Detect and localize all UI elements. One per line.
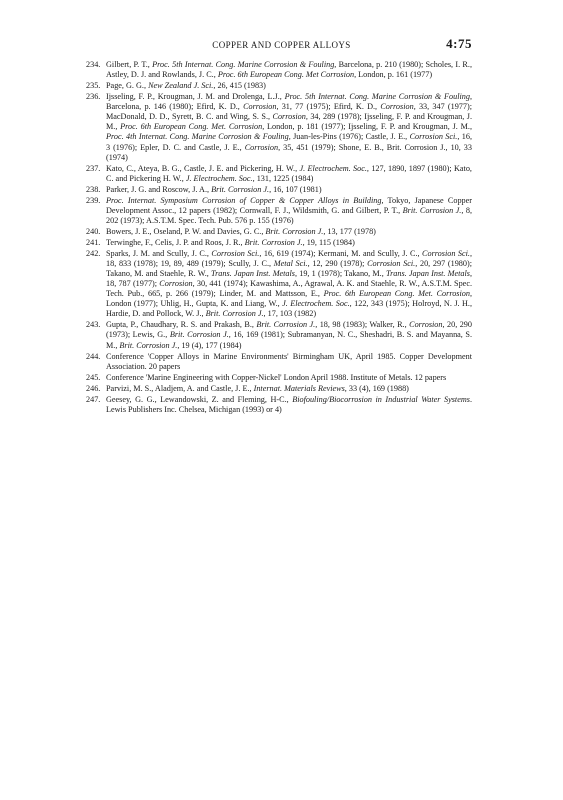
reference-source-title: J. Electrochem. Soc. [299,163,367,173]
reference-text-segment: Bowers, J. E., Oseland, P. W. and Davies, G. C., [106,226,266,236]
reference-item [86,60,472,80]
reference-number: 235. [86,81,101,91]
reference-source-title: Brit. Corrosion J. [256,320,316,330]
reference-text-segment: Terwinghe, F., Celis, J. P. and Roos, J. R., [106,237,245,247]
reference-number: 241. [86,237,101,247]
reference-item [86,196,472,226]
reference-source-title: Corrosion Sci. [422,248,470,258]
reference-source-title: Brit. Corrosion J. [169,330,229,340]
reference-text-segment: , 19 (4), 177 (1984) [177,340,242,350]
reference-text-segment: Conference 'Marine Engineering with Copper-Nickel' London April 1988. Institute of Metals. 12 papers [106,372,447,382]
reference-number: 244. [86,351,101,361]
reference-text-segment: , 12, 290 (1978); [307,258,368,268]
reference-text-segment: , 20, 290 (1973); Lewis, G., [106,320,472,340]
reference-text-segment: , 16, 3 (1976); Epler, D. C. and Castle, J. E., [106,132,473,152]
reference-source-title: Internat. Materials Reviews [253,383,345,393]
reference-text [106,227,376,236]
reference-text-segment: , London, p. 161 (1977) [354,70,433,80]
reference-text-segment: , 31, 77 (1975); Efird, K. D., [276,102,381,112]
reference-item [86,92,472,163]
reference-text-segment: , Juan-les-Pins (1976); Castle, J. E., [288,132,410,142]
reference-text [106,196,472,225]
reference-source-title: Corrosion [243,102,277,112]
reference-source-title: Brit. Corrosion J. [244,237,303,247]
reference-number: 237. [86,163,101,173]
reference-text-segment: , 18, 787 (1977); [106,269,472,289]
reference-source-title: Brit. Corrosion J. [205,309,264,319]
reference-text-segment: Parvizi, M. S., Aladjem, A. and Castle, J. E., [106,383,254,393]
reference-source-title: Corrosion [409,320,443,330]
reference-text [106,249,472,319]
reference-text-segment: Parker, J. G. and Roscow, J. A., [106,184,212,194]
reference-text-segment: , Barcelona, p. 210 (1980); Scholes, I. R., Astley, D. J. and Rowlands, J. C., [106,60,472,80]
reference-text-segment: , 127, 1890, 1897 (1980); Kato, C. and Pickering H. W., [106,163,472,183]
reference-text-segment: , 26, 415 (1983) [213,81,266,91]
reference-item [86,81,472,91]
page-number: 4:75 [446,36,472,51]
reference-source-title: Brit. Corrosion J. [265,226,324,236]
reference-source-title: Proc. 6th European Cong. Met. Corrosion [120,122,263,132]
reference-text-segment: , London (1977); Uhlig, H., Gupta, K. and Liang, W., [106,289,472,309]
reference-text-segment: Gilbert, P. T., [106,60,153,69]
reference-text-segment: Page, G. G., [106,81,149,91]
reference-source-title: J. Electrochem. Soc. [282,299,350,309]
reference-source-title: Proc. 6th European Cong. Met. Corrosion [323,289,470,299]
reference-item [86,185,472,195]
reference-text-segment: , 34, 289 (1978); Ijsseling, F. P. and Krougman, J. M., [106,112,472,132]
reference-source-title: Trans. Japan Inst. Metals [211,269,295,278]
reference-text [106,92,472,162]
reference-text-segment: , 33 (4), 169 (1988) [344,383,409,393]
reference-source-title: Proc. 5th Internat. Cong. Marine Corrosion & Fouling [284,92,470,102]
reference-text-segment: , 16, 107 (1981) [269,184,322,194]
reference-text-segment: , 16, 619 (1974); Kermani, M. and Scully, J. C., [259,248,423,258]
reference-source-title: Brit. Corrosion J. [119,340,178,350]
reference-text [106,238,355,247]
reference-number: 239. [86,195,101,205]
reference-source-title: Corrosion [244,142,279,152]
reference-number: 245. [86,372,101,382]
reference-text-segment: , 122, 343 (1975); Holroyd, N. J. H., Hardie, D. and Pollock, W. J., [106,299,473,319]
reference-source-title: Proc. Internat. Symposium Corrosion of Copper & Copper Alloys in Building [106,195,382,205]
reference-text-segment: , Tokyo, Japanese Copper Development Assoc., 12 papers (1982); Cornwall, F. J., Wildsmith, G. and Gilbert, P. T., [106,195,472,215]
reference-number: 242. [86,248,101,258]
reference-text-segment: , 19, 115 (1984) [302,237,355,247]
reference-source-title: Proc. 6th European Cong. Met Corrosion [217,70,355,80]
reference-source-title: Corrosion Sci. [367,258,416,268]
reference-source-title: Brit. Corrosion J. [402,205,462,215]
reference-number: 240. [86,226,101,236]
reference-text [106,164,472,183]
reference-source-title: Proc. 5th Internat. Cong. Marine Corrosion & Fouling [152,60,335,69]
reference-source-title: Corrosion [272,112,306,122]
reference-item [86,238,472,248]
reference-number: 247. [86,394,101,404]
reference-source-title: Corrosion Sci. [211,248,260,258]
reference-text-segment: , Barcelona, p. 146 (1980); Efird, K. D., [106,92,472,112]
reference-text-segment: , 19, 1 (1978); Takano, M., [294,269,386,278]
reference-text-segment: , 131, 1225 (1984) [252,173,314,183]
reference-item [86,320,472,350]
reference-source-title: Corrosion [159,279,193,289]
reference-item [86,249,472,320]
reference-text-segment: , 17, 103 (1982) [263,309,317,319]
reference-text [106,81,266,90]
reference-text-segment: Gupta, P., Chaudhary, R. S. and Prakash, B., [106,320,257,330]
reference-text-segment: Conference 'Copper Alloys in Marine Environments' Birmingham UK, April 1985. Copper Development Association. 20 papers [106,351,472,371]
reference-text [106,352,472,371]
reference-item [86,164,472,184]
reference-text [106,185,322,194]
reference-text-segment: Geesey, G. G., Lewandowski, Z. and Fleming, H-C., [106,394,293,404]
reference-text [106,60,472,79]
reference-number: 234. [86,60,101,69]
reference-item [86,395,472,415]
reference-text [106,373,446,382]
reference-source-title: J. Electrochem. Soc. [185,173,253,183]
reference-number: 236. [86,92,101,102]
reference-list [86,60,472,416]
reference-text-segment: Kato, C., Ateya, B. G., Castle, J. E. and Pickering, H. W., [106,163,300,173]
running-title: COPPER AND COPPER ALLOYS [212,40,351,50]
reference-text-segment: , 18, 98 (1983); Walker, R., [315,320,410,330]
reference-item [86,227,472,237]
reference-source-title: New Zealand J. Sci. [148,81,214,91]
reference-text-segment: , London, p. 181 (1977); Ijsseling, F. P. and Krougman, J. M., [262,122,472,132]
reference-source-title: Brit. Corrosion J. [211,184,270,194]
reference-text-segment: , 30, 441 (1974); Kawashima, A., Agrawal, A. K. and Staehle, R. W., A.S.T.M. Spec. Tech. Pub., 665, p. 266 (1979); Linder, M. and Mattsson, E., [106,279,472,299]
reference-text-segment: . Lewis Publishers Inc. Chelsea, Michigan (1993) or 4) [106,394,472,414]
reference-text-segment: , 20, 297 (1980); Takano, M. and Staehle, R. W., [106,258,472,278]
reference-source-title: Corrosion [380,102,414,112]
reference-number: 238. [86,184,101,194]
reference-item [86,352,472,372]
reference-text-segment: Ijsseling, F. P., Krougman, J. M. and Drolenga, L.J., [106,92,285,102]
reference-source-title: Biofouling/Biocorrosion in Industrial Water Systems [292,394,470,404]
reference-item [86,373,472,383]
reference-number: 243. [86,320,101,330]
reference-text-segment: , 18, 833 (1978); 19, 89, 489 (1979); Scully, J. C., [106,248,473,268]
reference-text [106,320,472,349]
reference-text-segment: Sparks, J. M. and Scully, J. C., [106,248,212,258]
reference-text-segment: , 35, 451 (1979); Shone, E. B., Brit. Corrosion J., 10, 33 (1974) [106,142,472,162]
reference-number: 246. [86,383,101,393]
reference-text-segment: , 13, 177 (1978) [323,226,376,236]
reference-source-title: Trans. Japan Inst. Metals [385,269,470,278]
reference-source-title: Proc. 4th Internat. Cong. Marine Corrosion & Fouling [106,132,289,142]
reference-text-segment: , 8, 202 (1973); A.S.T.M. Spec. Tech. Pub. 576 p. 155 (1976) [106,205,472,225]
reference-text-segment: , 33, 347 (1977); MacDonald, D. D., Syrett, B. C. and Wing, S. S., [106,102,472,122]
reference-source-title: Metal Sci. [273,258,308,268]
reference-text [106,395,472,414]
reference-item [86,384,472,394]
reference-source-title: Corrosion Sci. [409,132,458,142]
reference-text-segment: , 16, 169 (1981); Subramanyan, N. C., Sheshadri, B. S. and Mayanna, S. M., [106,330,472,350]
reference-text [106,384,409,393]
